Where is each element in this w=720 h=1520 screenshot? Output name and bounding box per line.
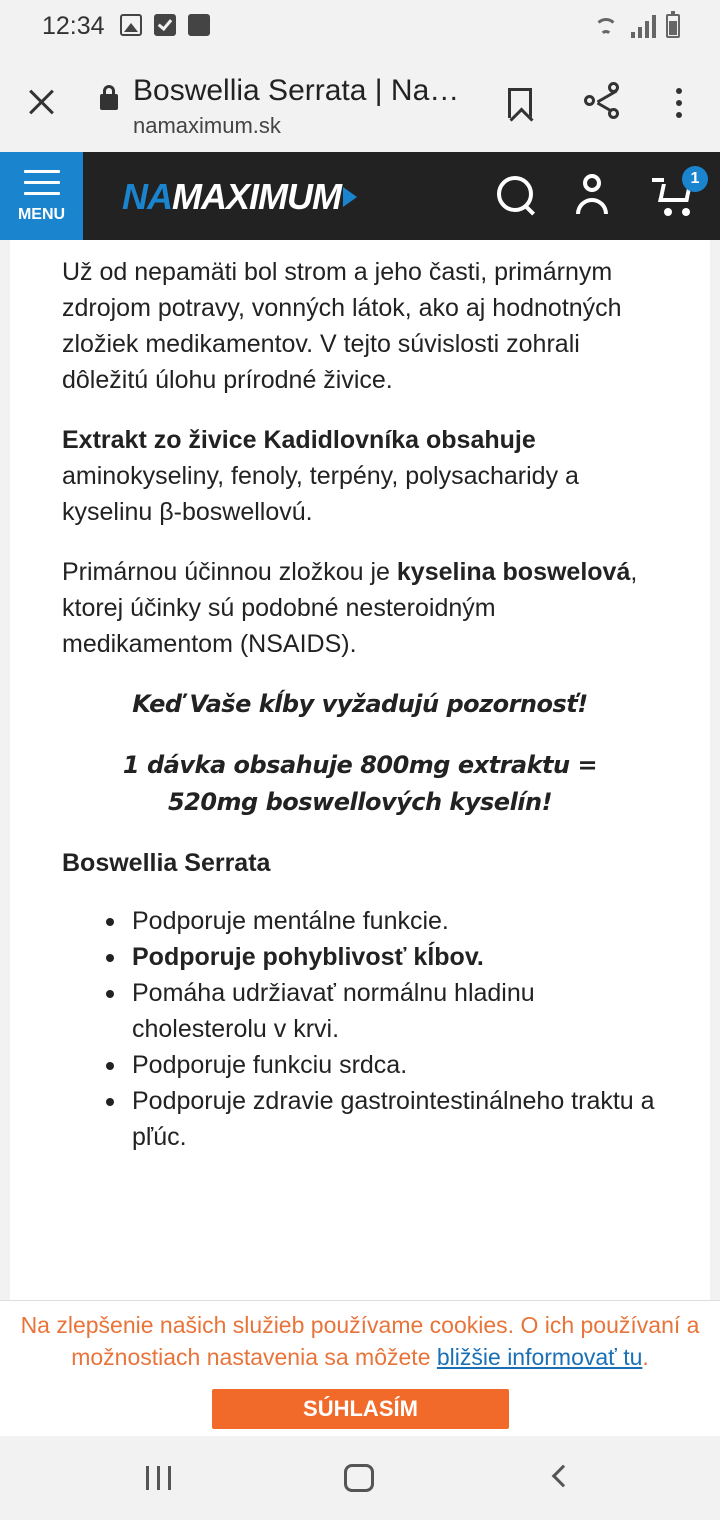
more-options-icon[interactable] [676, 88, 684, 120]
notification-icons [120, 14, 210, 36]
menu-label: MENU [17, 206, 66, 223]
checkbox-notification-icon [154, 14, 176, 36]
list-item: Podporuje zdravie gastrointestinálneho traktu a pľúc. [102, 1083, 658, 1155]
url-text[interactable]: namaximum.sk [133, 113, 281, 138]
signal-icon [631, 14, 656, 38]
list-item: Podporuje funkciu srdca. [102, 1047, 658, 1083]
benefits-list [102, 903, 658, 1155]
battery-icon [666, 14, 680, 38]
logo-arrow-icon [343, 187, 357, 207]
cookie-accept-button[interactable]: SÚHLASÍM [212, 1389, 509, 1429]
list-item: Podporuje mentálne funkcie. [102, 903, 658, 939]
status-bar [0, 0, 720, 56]
user-account-icon[interactable] [574, 174, 610, 216]
list-item: Podporuje pohyblivosť kĺbov. [102, 939, 658, 975]
section-title: Boswellia Serrata [62, 849, 271, 877]
back-icon[interactable] [552, 1465, 575, 1488]
share-icon[interactable] [584, 82, 624, 122]
composition-paragraph: Extrakt zo živice Kadidlovníka obsahuje aminokyseliny, fenoly, terpény, polysacharidy a kyselinu β-boswellovú. [62, 426, 579, 526]
site-logo[interactable]: NA MAXIMUM [122, 176, 357, 218]
home-icon[interactable] [344, 1464, 374, 1492]
lock-icon[interactable] [100, 94, 118, 110]
wifi-icon [591, 14, 621, 38]
cookie-text: Na zlepšenie našich služieb používame cookies. O ich používaní a možnostiach nastavenia sa môžete bližšie informovať tu. [20, 1312, 700, 1370]
menu-button[interactable] [0, 152, 83, 240]
cookie-info-link[interactable]: bližšie informovať tu [436, 1344, 643, 1370]
site-header [0, 152, 720, 240]
status-time: 12:34 [42, 12, 105, 40]
highlight-joints: Keď Vaše kĺby vyžadujú pozornosť! [132, 690, 588, 718]
list-item: Pomáha udržiavať normálnu hladinu cholesterolu v krvi. [102, 975, 658, 1047]
system-nav-bar [0, 1436, 720, 1520]
highlight-dose: 1 dávka obsahuje 800mg extraktu = 520mg boswellových kyselín! [122, 751, 598, 816]
recent-apps-icon[interactable] [146, 1466, 171, 1490]
app-notification-icon [188, 14, 210, 36]
intro-paragraph: Už od nepamäti bol strom a jeho časti, primárnym zdrojom potravy, vonných látok, ako aj hodnotných zložiek medikamentov. V tejto súvislosti zohrali dôležitú úlohu prírodné živice. [62, 258, 622, 394]
hamburger-icon [24, 170, 60, 203]
bookmark-icon[interactable] [508, 88, 532, 118]
active-ingredient-paragraph: Primárnou účinnou zložkou je kyselina boswelová, ktorej účinky sú podobné nesteroidným medikamentom (NSAIDS). [62, 558, 638, 658]
product-description [10, 240, 710, 1300]
search-icon[interactable] [497, 176, 537, 216]
close-tab-icon[interactable] [24, 84, 60, 120]
cookie-banner [0, 1300, 720, 1436]
browser-toolbar [0, 56, 720, 152]
gallery-notification-icon [120, 14, 142, 36]
page-title[interactable]: Boswellia Serrata | Na… [133, 74, 460, 107]
cart-count-badge: 1 [682, 166, 708, 192]
